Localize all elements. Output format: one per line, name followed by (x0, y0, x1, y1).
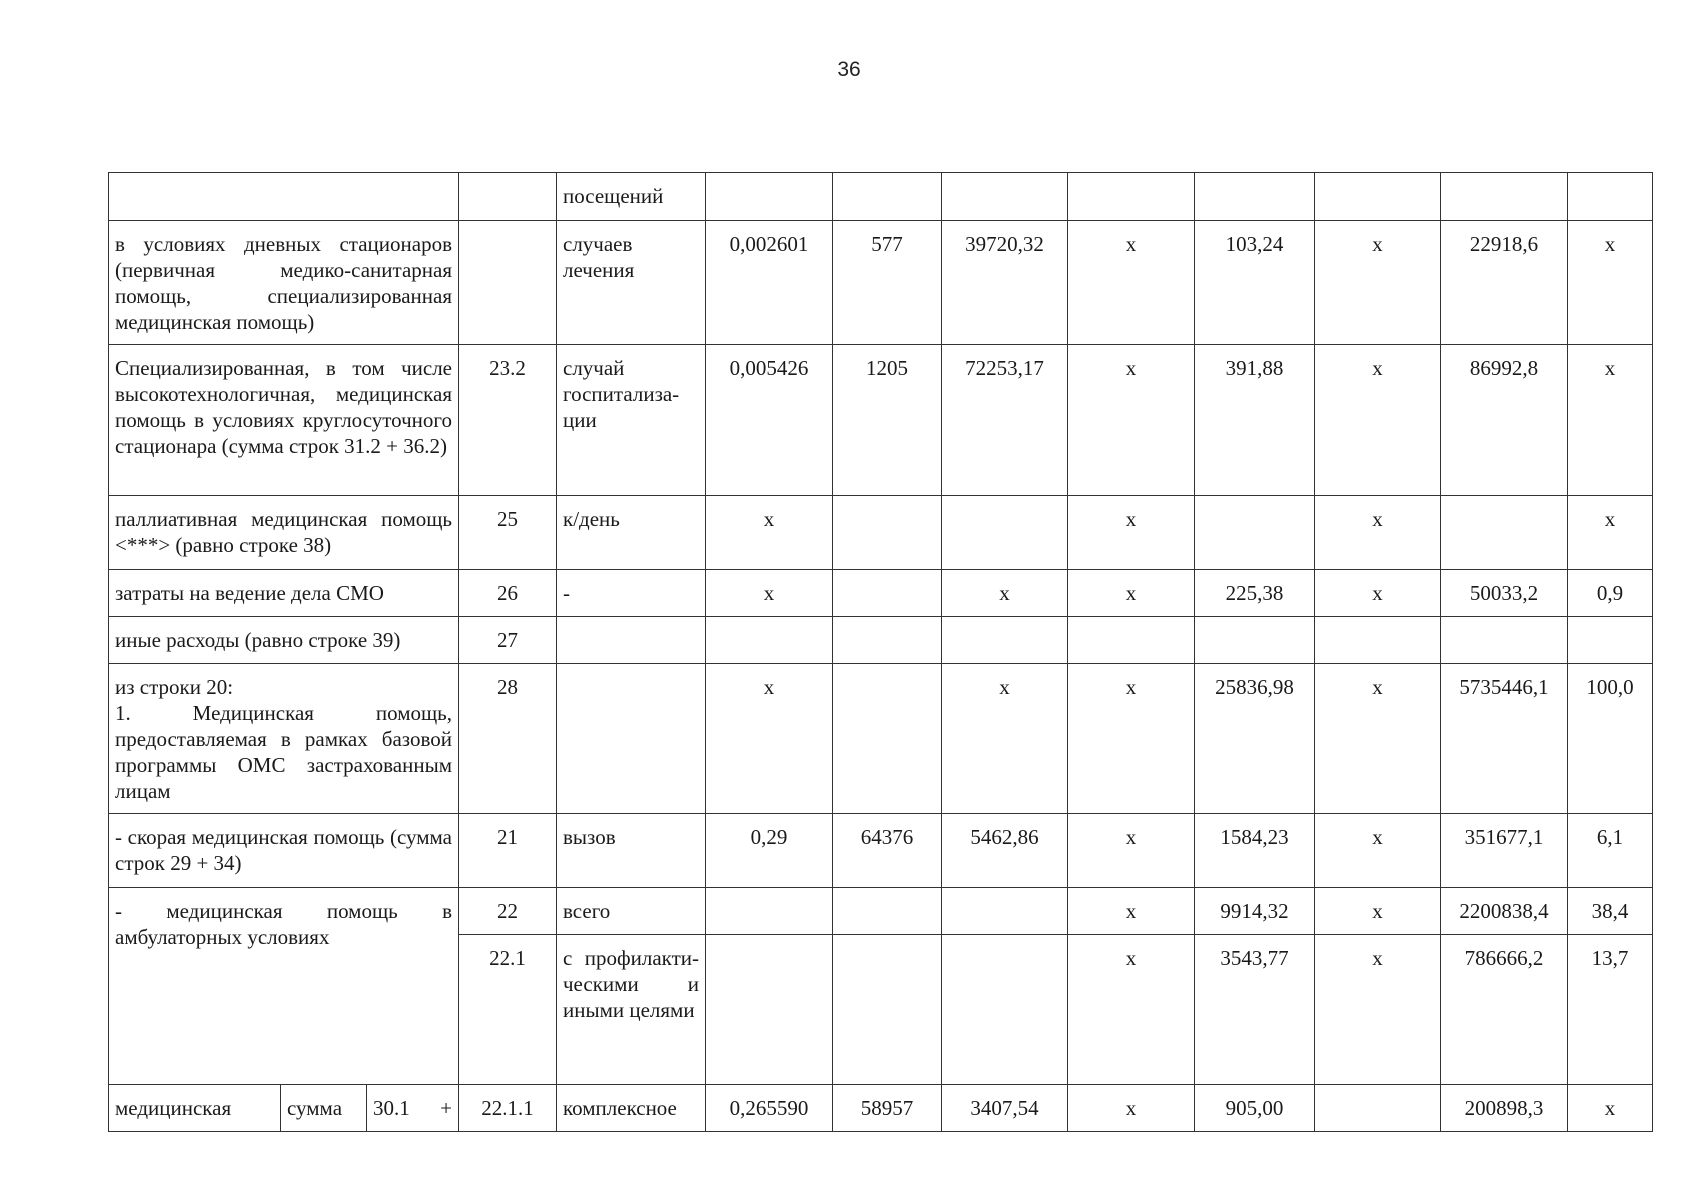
cell-value (1315, 1085, 1441, 1132)
cell-value: 0,29 (706, 814, 833, 888)
cell-value: х (1068, 221, 1195, 345)
cell-value: х (1568, 345, 1653, 496)
cell-value (1568, 173, 1653, 221)
cell-value: х (1315, 935, 1441, 1085)
table-row (109, 496, 1653, 570)
cell-value (833, 173, 942, 221)
row-code: 28 (459, 664, 557, 814)
cell-value: х (1568, 1085, 1653, 1132)
cell-value (942, 888, 1068, 935)
cell-value (833, 935, 942, 1085)
cell-value: х (1068, 1085, 1195, 1132)
cell-value (1195, 173, 1315, 221)
cell-value: х (1315, 221, 1441, 345)
cell-value: 1584,23 (1195, 814, 1315, 888)
row-name-part: 30.1 + (367, 1085, 459, 1132)
cell-value: 5735446,1 (1441, 664, 1568, 814)
table-row (109, 570, 1653, 617)
cell-value (706, 617, 833, 664)
row-name: затраты на ведение дела СМО (109, 570, 459, 617)
cell-value: 391,88 (1195, 345, 1315, 496)
cell-value: х (1068, 570, 1195, 617)
row-unit: - (557, 570, 706, 617)
cell-value (1441, 617, 1568, 664)
row-unit: случаев лечения (557, 221, 706, 345)
cell-value: 100,0 (1568, 664, 1653, 814)
row-unit: всего (557, 888, 706, 935)
cell-value: 3407,54 (942, 1085, 1068, 1132)
cell-value: х (1068, 496, 1195, 570)
row-name: в условиях дневных стационаров (первичная медико-санитарная помощь, специализированная медицинская помощь) (109, 221, 459, 345)
table-row (109, 1085, 1653, 1132)
cell-value (942, 173, 1068, 221)
cell-value (833, 664, 942, 814)
cell-value: 38,4 (1568, 888, 1653, 935)
cell-value: 2200838,4 (1441, 888, 1568, 935)
row-unit: к/день (557, 496, 706, 570)
row-name-part: медицинская (109, 1085, 281, 1132)
cell-value: х (706, 664, 833, 814)
row-unit: вызов (557, 814, 706, 888)
row-unit: посещений (557, 173, 706, 221)
cell-value: 351677,1 (1441, 814, 1568, 888)
row-unit: с профилакти- ческими и иными целями (557, 935, 706, 1085)
cell-value: 9914,32 (1195, 888, 1315, 935)
cell-value: 3543,77 (1195, 935, 1315, 1085)
cell-value (1568, 617, 1653, 664)
cell-value: 0,9 (1568, 570, 1653, 617)
cell-value: 905,00 (1195, 1085, 1315, 1132)
cell-value: х (942, 570, 1068, 617)
cell-value: х (1068, 935, 1195, 1085)
row-code (459, 173, 557, 221)
cell-value (1195, 617, 1315, 664)
cell-value: х (1068, 814, 1195, 888)
row-name: - скорая медицинская помощь (сумма строк 29 + 34) (109, 814, 459, 888)
table-row (109, 221, 1653, 345)
cell-value: 64376 (833, 814, 942, 888)
cell-value: 0,265590 (706, 1085, 833, 1132)
cell-value: 39720,32 (942, 221, 1068, 345)
cell-value: х (706, 496, 833, 570)
cell-value (1315, 617, 1441, 664)
cell-value: 50033,2 (1441, 570, 1568, 617)
cell-value (1441, 173, 1568, 221)
cell-value: 103,24 (1195, 221, 1315, 345)
row-name: Специализированная, в том числе высокотехнологичная, медицинская помощь в условиях круглосуточного стационара (сумма строк 31.2 + 36.2) (109, 345, 459, 496)
cell-value: 5462,86 (942, 814, 1068, 888)
cell-value: 577 (833, 221, 942, 345)
cell-value: 72253,17 (942, 345, 1068, 496)
row-name (109, 664, 459, 814)
row-name: паллиативная медицинская помощь <***> (равно строке 38) (109, 496, 459, 570)
cell-value: 13,7 (1568, 935, 1653, 1085)
cell-value: 1205 (833, 345, 942, 496)
row-code: 23.2 (459, 345, 557, 496)
table-row (109, 173, 1653, 221)
cell-value: х (1315, 570, 1441, 617)
row-code: 25 (459, 496, 557, 570)
cell-value: х (1315, 496, 1441, 570)
row-unit (557, 617, 706, 664)
table-row (109, 345, 1653, 496)
cell-value: 22918,6 (1441, 221, 1568, 345)
row-name: иные расходы (равно строке 39) (109, 617, 459, 664)
row-name-line: 1. Медицинская помощь, предоставляемая в рамках базовой программы ОМС застрахованным лицам (115, 701, 452, 803)
cell-value: х (1315, 814, 1441, 888)
row-unit (557, 664, 706, 814)
row-name: - медицинская помощь в амбулаторных условиях (109, 888, 459, 1085)
table-row (109, 664, 1653, 814)
cell-value: 786666,2 (1441, 935, 1568, 1085)
cell-value: 0,005426 (706, 345, 833, 496)
cell-value: х (1068, 664, 1195, 814)
row-code: 22.1 (459, 935, 557, 1085)
row-code: 27 (459, 617, 557, 664)
cell-value (942, 617, 1068, 664)
table-row (109, 814, 1653, 888)
row-name-part: сумма (281, 1085, 367, 1132)
row-unit: комплексное (557, 1085, 706, 1132)
cell-value (706, 888, 833, 935)
row-code: 26 (459, 570, 557, 617)
page-number: 36 (837, 58, 861, 81)
cell-value: 86992,8 (1441, 345, 1568, 496)
table-row (109, 888, 1653, 935)
cell-value: х (706, 570, 833, 617)
cell-value: х (1068, 888, 1195, 935)
row-code: 22 (459, 888, 557, 935)
cell-value: 0,002601 (706, 221, 833, 345)
row-unit: случай госпитализа- ции (557, 345, 706, 496)
row-code (459, 221, 557, 345)
cell-value (1195, 496, 1315, 570)
row-name (109, 173, 459, 221)
table-row (109, 617, 1653, 664)
cell-value (1068, 617, 1195, 664)
cell-value: х (1315, 345, 1441, 496)
cell-value: 225,38 (1195, 570, 1315, 617)
cell-value (1315, 173, 1441, 221)
cell-value (833, 617, 942, 664)
row-code: 21 (459, 814, 557, 888)
cell-value: х (1068, 345, 1195, 496)
cell-value (833, 496, 942, 570)
cell-value (1441, 496, 1568, 570)
cell-value (833, 888, 942, 935)
cell-value: 200898,3 (1441, 1085, 1568, 1132)
cell-value: х (942, 664, 1068, 814)
cell-value: 6,1 (1568, 814, 1653, 888)
cell-value: х (1315, 664, 1441, 814)
cell-value (1068, 173, 1195, 221)
row-code: 22.1.1 (459, 1085, 557, 1132)
data-table (108, 172, 1653, 1132)
cell-value: 25836,98 (1195, 664, 1315, 814)
cell-value (833, 570, 942, 617)
cell-value (942, 935, 1068, 1085)
cell-value: 58957 (833, 1085, 942, 1132)
cell-value: х (1315, 888, 1441, 935)
row-name-line: из строки 20: (115, 675, 234, 699)
cell-value: х (1568, 496, 1653, 570)
cell-value (706, 935, 833, 1085)
cell-value (942, 496, 1068, 570)
cell-value (706, 173, 833, 221)
cell-value: х (1568, 221, 1653, 345)
